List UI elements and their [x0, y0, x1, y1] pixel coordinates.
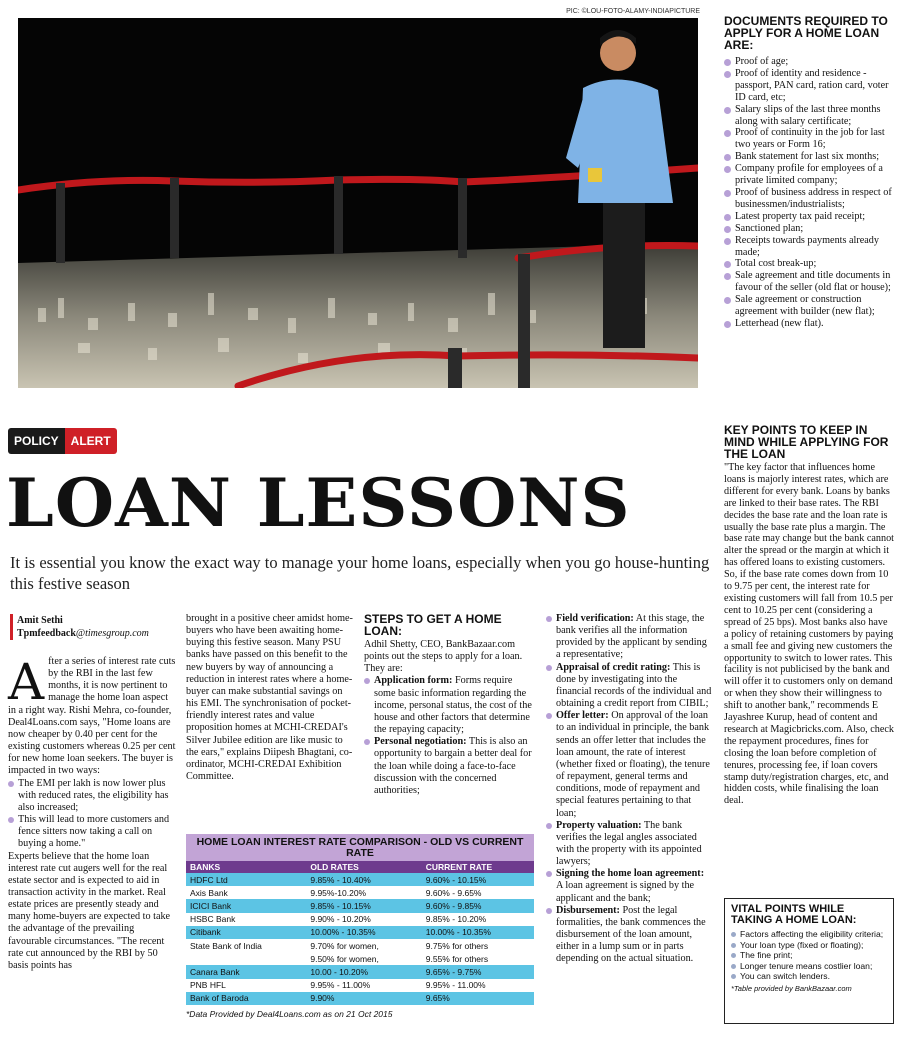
vital-points-box — [724, 898, 894, 1024]
step-item — [546, 710, 712, 819]
list-item: Proof of business address in respect of businessmen/industrialists; — [724, 187, 894, 211]
article-column-4 — [546, 613, 712, 966]
step-term: Appraisal of credit rating: — [556, 661, 671, 673]
table-header: OLD RATES — [306, 861, 421, 873]
table-row — [186, 992, 534, 1005]
table-cell: 9.60% - 9.85% — [422, 899, 534, 912]
table-cell: ICICI Bank — [186, 899, 306, 912]
article-column-3 — [364, 613, 536, 797]
step-text: Forms require some basic information regarding the income, personal status, the cost of the house and other factors that determine the repaying capacity; — [374, 675, 532, 736]
table-cell: 9.70% for women, — [306, 939, 421, 952]
article-column-1 — [8, 653, 178, 972]
step-item — [546, 820, 712, 869]
step-term: Offer letter: — [556, 710, 609, 722]
list-item: Receipts towards payments already made; — [724, 235, 894, 259]
email-prefix: Tpmfeedback — [17, 628, 76, 639]
table-cell: 10.00% - 10.35% — [422, 926, 534, 939]
step-item — [546, 905, 712, 966]
article-column-2 — [186, 613, 356, 783]
table-row — [186, 979, 534, 992]
step-term: Personal negotiation: — [374, 736, 467, 748]
key-points-title: KEY POINTS TO KEEP IN MIND WHILE APPLYING FOR THE LOAN — [724, 423, 889, 461]
badge-alert: ALERT — [65, 428, 117, 454]
table-cell: PNB HFL — [186, 979, 306, 992]
table-row — [186, 899, 534, 912]
table-cell: Canara Bank — [186, 965, 306, 978]
step-item — [546, 613, 712, 662]
table-cell: HDFC Ltd — [186, 873, 306, 886]
list-item: Letterhead (new flat). — [724, 318, 894, 330]
rate-comparison-table — [186, 834, 534, 1019]
list-item: Sanctioned plan; — [724, 223, 894, 235]
table-row — [186, 926, 534, 939]
table-header: BANKS — [186, 861, 306, 873]
list-item: Total cost break-up; — [724, 258, 894, 270]
table-row — [186, 873, 534, 886]
step-text: This is done by investigating into the financial records of the individual and obtaining a credit report from CIBIL; — [556, 661, 712, 710]
table-cell: 9.95%-10.20% — [306, 886, 421, 899]
table-cell: 9.95% - 11.00% — [306, 979, 421, 992]
list-item: Latest property tax paid receipt; — [724, 211, 894, 223]
step-text: On approval of the loan to an individual in principle, the bank sends an offer letter that includes the loan amount, the rate of interest (whether fixed or floating), the tenure of repayment, general terms and conditions, mode of repayment and special features pertaining to that loan; — [556, 710, 710, 819]
table-cell: 9.60% - 10.15% — [422, 873, 534, 886]
list-item: Sale agreement and title documents in favour of the seller (old flat or house); — [724, 270, 894, 294]
list-item: Your loan type (fixed or floating); — [731, 940, 887, 951]
step-text: At this stage, the bank verifies all the information provided by the applicant by sending a representative; — [556, 613, 707, 661]
step-term: Application form: — [374, 675, 453, 687]
documents-list — [724, 56, 894, 330]
step-term: Disbursement: — [556, 904, 620, 916]
list-item: Salary slips of the last three months along with salary certificate; — [724, 104, 894, 128]
article-photo — [18, 18, 698, 388]
vital-points-note: *Table provided by BankBazaar.com — [731, 983, 852, 993]
table-row — [186, 886, 534, 899]
step-term: Field verification: — [556, 613, 634, 624]
table-cell: 9.90% — [306, 992, 421, 1005]
table-cell: Bank of Baroda — [186, 992, 306, 1005]
list-item: You can switch lenders. — [731, 971, 887, 982]
list-item: Proof of identity and residence - passport, PAN card, ration card, voter ID card, etc; — [724, 68, 894, 104]
list-item: Company profile for employees of a private limited company; — [724, 163, 894, 187]
step-item — [546, 662, 712, 711]
step-term: Signing the home loan agreement: — [556, 868, 705, 880]
policy-alert-badge — [8, 428, 117, 454]
author-email[interactable] — [17, 627, 180, 640]
badge-policy: POLICY — [8, 428, 65, 454]
article-paragraph: Experts believe that the home loan interest rate cut augers well for the real estate sector and is expected to aid in transaction activity in the market. Real estate prices are presently steady and many home-buyers are expected to take the advantage of the prevailing favourable circumstances. "The recent rate cut announced by the RBI by 50 basis points has — [8, 850, 171, 971]
list-item: Factors affecting the eligibility criteria; — [731, 929, 887, 940]
table-cell: 9.55% for others — [422, 952, 534, 965]
step-item — [364, 736, 536, 797]
article-intro: fter a series of interest rate cuts by the RBI in the last few months, it is now pertinent to manage the home loan aspect in a right way. Rishi Mehra, co-founder, Deal4Loans.com says, "Home loans are now cheaper by 0.40 per cent for the existing customers whereas 0.25 per cent for new home loan seekers. The buyer is impacted in two ways: — [8, 656, 176, 777]
steps-list — [364, 675, 536, 797]
subheadline: It is essential you know the exact way to manage your home loans, especially when you go house-hunting this festive season — [10, 553, 710, 593]
list-item: This will lead to more customers and fence sitters now taking a call on buying a home." — [8, 814, 178, 850]
drop-cap: A — [8, 653, 45, 711]
table-row — [186, 965, 534, 978]
table-cell: 9.65% - 9.75% — [422, 965, 534, 978]
list-item: Sale agreement or construction agreement with builder (new flat); — [724, 294, 894, 318]
table-cell: 9.85% - 10.20% — [422, 913, 534, 926]
table-title: HOME LOAN INTEREST RATE COMPARISON - OLD VS CURRENT RATE — [186, 834, 534, 861]
steps-title: STEPS TO GET A HOME LOAN: — [364, 612, 502, 638]
steps-intro: Adhil Shetty, CEO, BankBazaar.com points out the steps to apply for a loan. They are: — [364, 639, 523, 675]
table-cell: 9.85% - 10.40% — [306, 873, 421, 886]
photo-credit: PIC: ©LOU-FOTO-ALAMY-INDIAPICTURE — [566, 8, 700, 15]
steps-list — [546, 613, 712, 966]
article-paragraph: brought in a positive cheer amidst home-buyers who have been awaiting home-buying this festive season. Many PSU banks have passed on this benefit to the new buyers by way of announcing a reduction in interest rates where a home-buyer can make substantial savings on his EMI. The synchronisation of pocket-friendly interest rates and value proposition homes at MCHI-CREDAI's Silver Jubilee edition are like music to the ears," explains Diipesh Bhagtani, co-ordinator, MCHI-CREDAI Exhibition Committee. — [186, 613, 353, 783]
vital-points-title: VITAL POINTS WHILE TAKING A HOME LOAN: — [731, 903, 857, 926]
table-cell: Citibank — [186, 926, 306, 939]
step-text: A loan agreement is signed by the applicant and the bank; — [556, 880, 695, 904]
table-row — [186, 913, 534, 926]
table-cell: 9.50% for women, — [306, 952, 421, 965]
step-item — [546, 868, 712, 904]
step-term: Property valuation: — [556, 819, 642, 831]
table-cell: State Bank of India — [186, 939, 306, 952]
step-text: The bank verifies the legal angles associated with the property with its appointed lawyers; — [556, 819, 702, 868]
key-points-text: "The key factor that influences home loans is majorly interest rates, which are different for every bank. Loans by banks are linked to their base rates. The RBI decides the base rate and the loan rate is usually the base rate plus a margin. The base rate may change but the bank cannot alter the spread or the margin at which it has offered loans to existing customers. So, if the base rate comes down from 10 to 9.75 per cent, the interest rate for existing customers will fall from 10.5 per cent to 10.25 per cent (considering a spread of 25 bps). Most banks also have a policy of retaining customers by paying a small fee and giving new customers the opportunity to switch to lower rates. This facility is not publicised by the bank and will offer it to customers only on demand or when they show their willingness to shift to another bank," recommends E Jayashree Kurup, head of content and research at Magicbricks.com. Also, check the repayment procedures, fines for closing the loan before completion of tenures, processing fee, if loan covers stamp duty/registration charges, etc, and hidden costs, while finalising the loan deal. — [724, 462, 895, 807]
list-item: The fine print; — [731, 950, 887, 961]
list-item: Proof of age; — [724, 56, 894, 68]
author-name: Amit Sethi — [17, 615, 63, 626]
table-cell: 9.65% — [422, 992, 534, 1005]
table-cell: 10.00% - 10.35% — [306, 926, 421, 939]
documents-title: DOCUMENTS REQUIRED TO APPLY FOR A HOME LOAN ARE: — [724, 14, 888, 52]
email-domain: @timesgroup.com — [75, 628, 149, 639]
list-item: The EMI per lakh is now lower plus with reduced rates, the eligibility has also increased; — [8, 778, 178, 814]
list-item: Bank statement for last six months; — [724, 151, 894, 163]
table-row — [186, 939, 534, 952]
list-item: Longer tenure means costlier loan; — [731, 961, 887, 972]
table-cell: 9.95% - 11.00% — [422, 979, 534, 992]
step-text: Post the legal formalities, the bank commences the disbursement of the loan amount, either in a lump sum or in parts depending on the actual situation. — [556, 904, 706, 965]
list-item: Proof of continuity in the job for last two years or Form 16; — [724, 127, 894, 151]
table-row — [186, 952, 534, 965]
step-item — [364, 675, 536, 736]
table-cell: 9.60% - 9.65% — [422, 886, 534, 899]
table-cell: 9.85% - 10.15% — [306, 899, 421, 912]
headline: LOAN LESSONS — [6, 464, 631, 542]
vital-points-list — [731, 929, 887, 982]
table-cell: Axis Bank — [186, 886, 306, 899]
table-cell: 9.75% for others — [422, 939, 534, 952]
table-note: *Data Provided by Deal4Loans.com as on 21 Oct 2015 — [186, 1008, 393, 1019]
table-cell: 10.00 - 10.20% — [306, 965, 421, 978]
table-header: CURRENT RATE — [422, 861, 534, 873]
table-cell — [186, 952, 306, 965]
table-cell: HSBC Bank — [186, 913, 306, 926]
table-cell: 9.90% - 10.20% — [306, 913, 421, 926]
byline — [10, 614, 180, 640]
impact-list — [8, 778, 178, 851]
step-text: This is also an opportunity to bargain a better deal for the loan while doing a face-to-face discussion with the concerned authorities; — [374, 736, 532, 796]
